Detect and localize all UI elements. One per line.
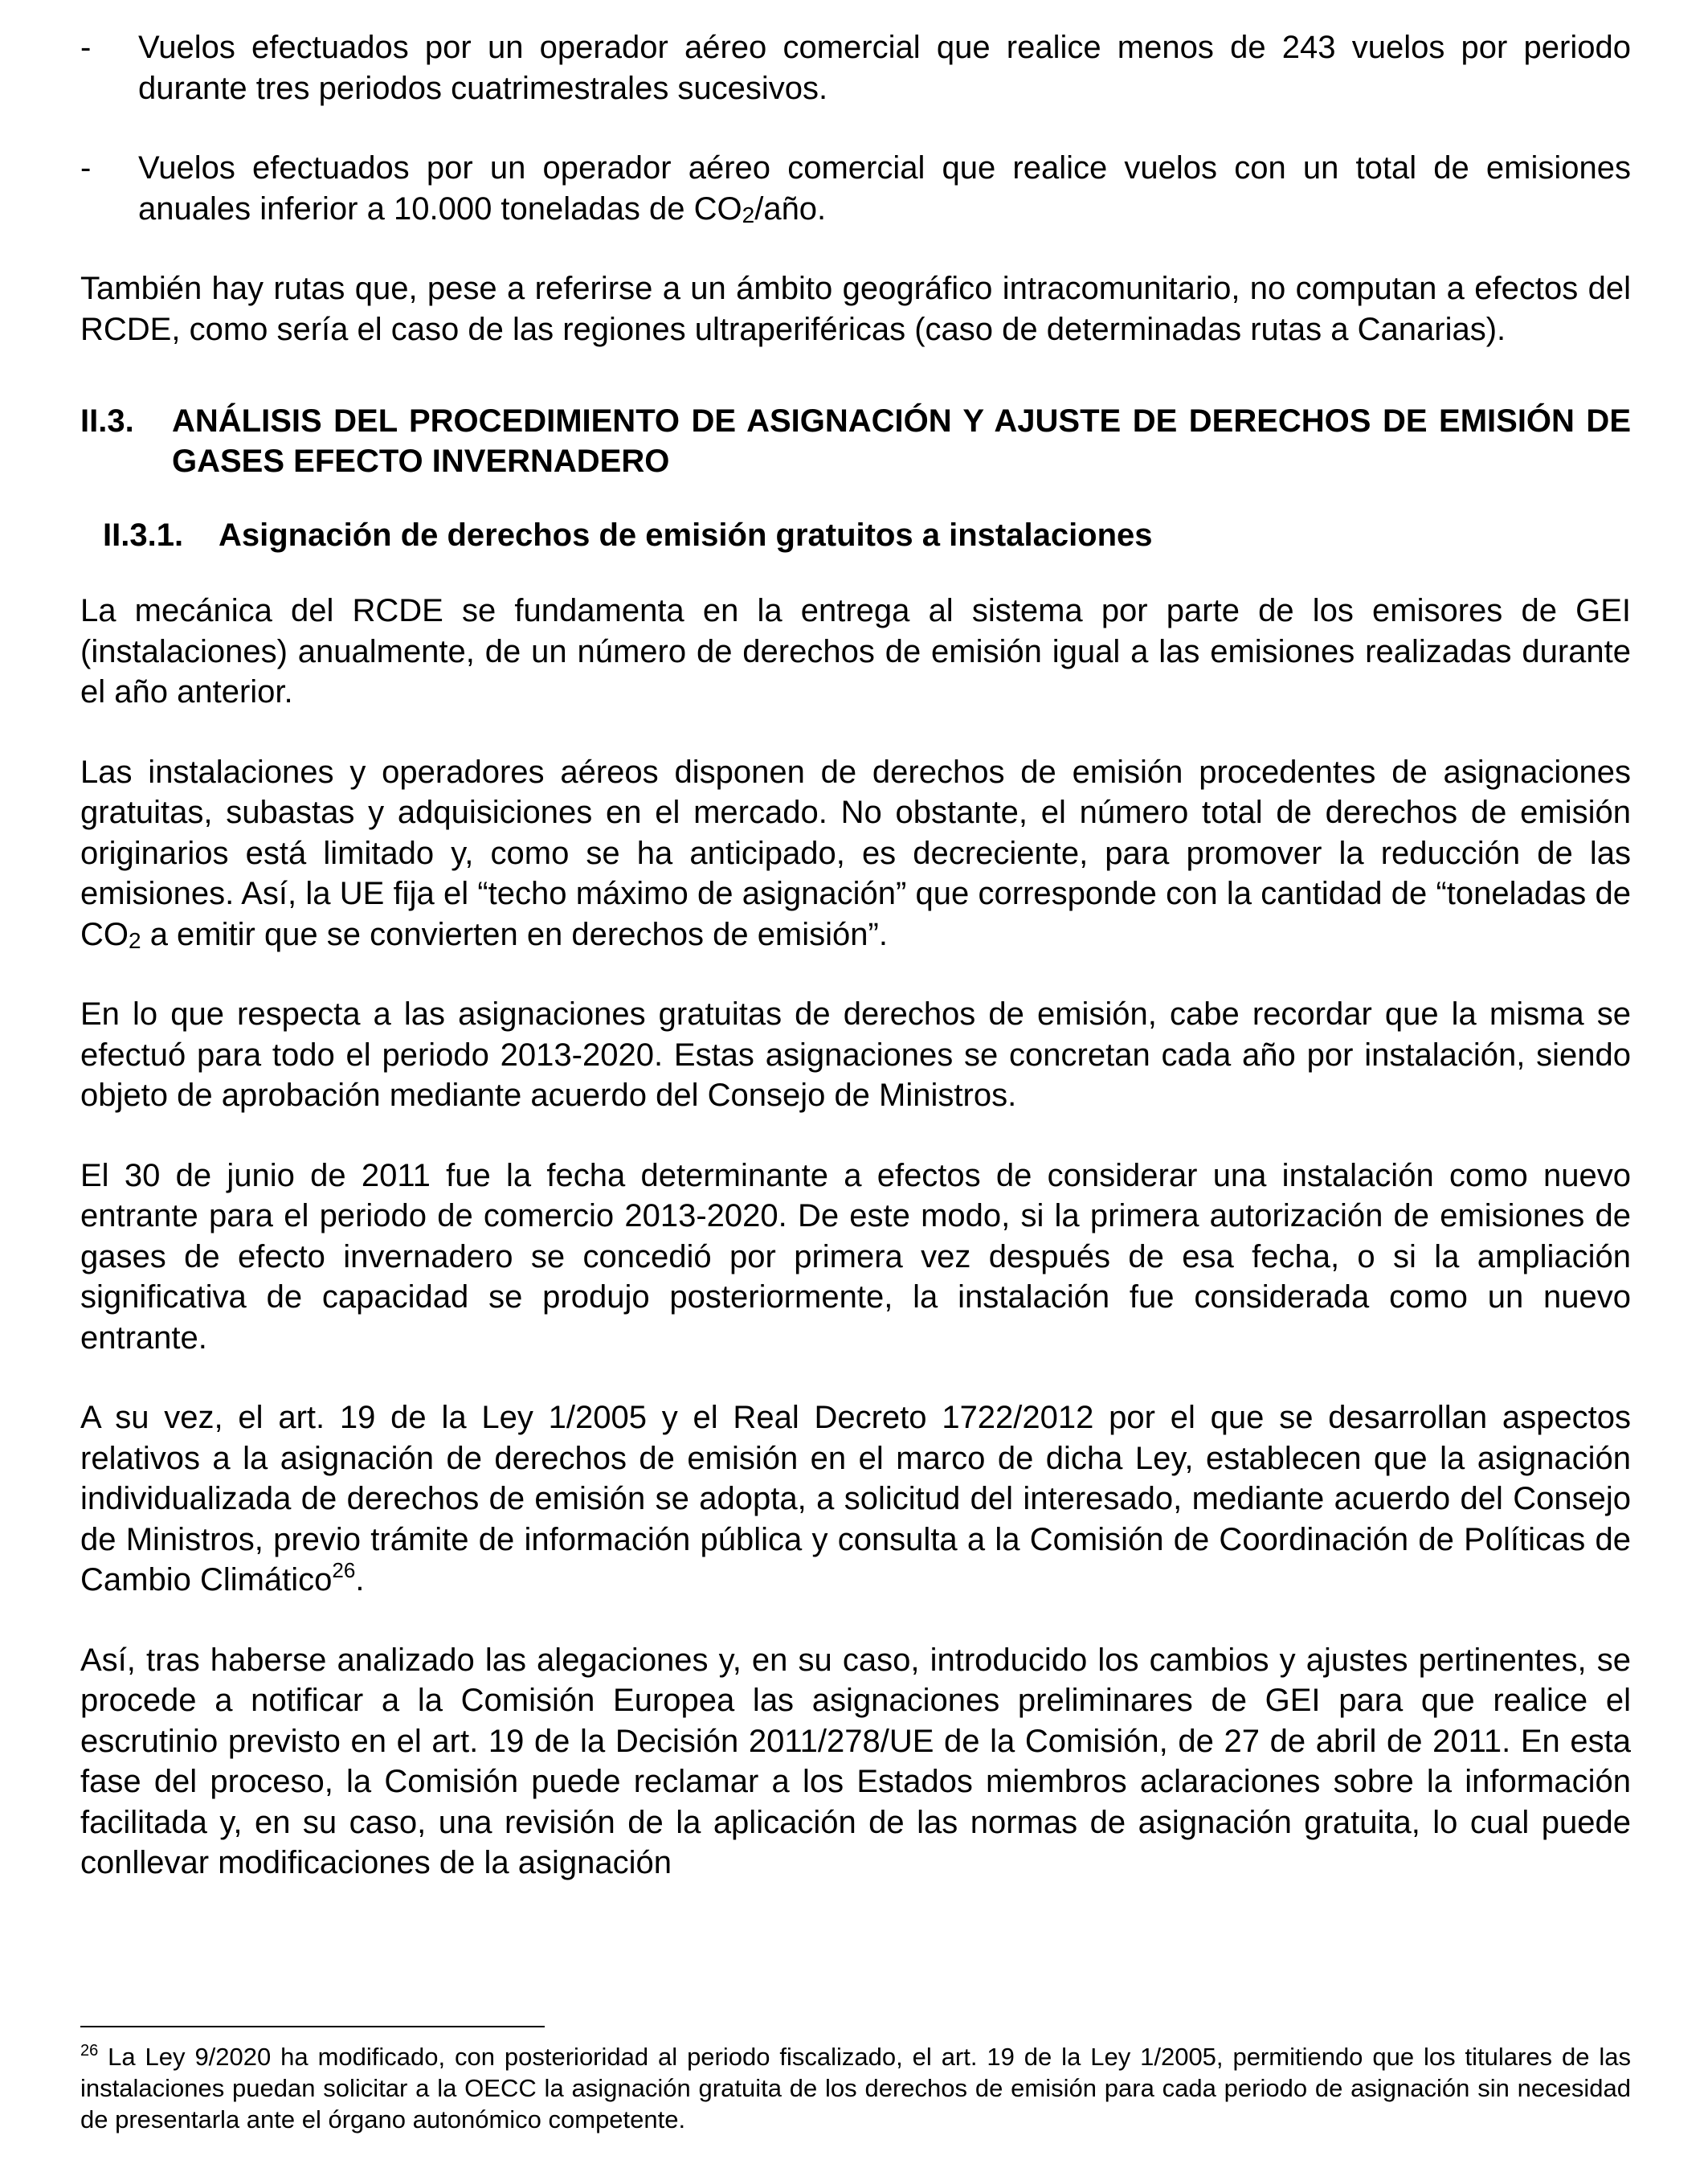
footnote-reference[interactable]: 26: [332, 1558, 356, 1582]
paragraph-text-end: .: [355, 1562, 365, 1598]
footnote-separator: [80, 2026, 545, 2027]
paragraph: La mecánica del RCDE se fundamenta en la entrega al sistema por parte de los emisores de GEI (instalaciones) anualmente, de un número de derechos de emisión igual a las emisiones realizadas durante el año anterior.: [80, 593, 1631, 710]
footnote-number: 26: [80, 2042, 99, 2060]
paragraph: [80, 1397, 1631, 1601]
subscript: 2: [129, 927, 141, 953]
subscript: 2: [742, 202, 755, 227]
footnote: [80, 2041, 1631, 2135]
bullet-item: [80, 27, 1631, 108]
bullet-text: Vuelos efectuados por un operador aéreo comercial que realice menos de 243 vuelos por periodo durante tres periodos cuatrimestrales sucesivos.: [138, 30, 1631, 106]
paragraph: Así, tras haberse analizado las alegaciones y, en su caso, introducido los cambios y ajustes pertinentes, se procede a notificar a la Comisión Europea las asignaciones preliminares de GEI para que realice el escrutinio previsto en el art. 19 de la Decisión 2011/278/UE de la Comisión, de 27 de abril de 2011. En esta fase del proceso, la Comisión puede reclamar a los Estados miembros aclaraciones sobre la información facilitada y, en su caso, una revisión de la aplicación de las normas de asignación gratuita, lo cual puede conllevar modificaciones de la asignación: [80, 1642, 1631, 1880]
subsection-title: Asignación de derechos de emisión gratuitos a instalaciones: [219, 518, 1153, 553]
document-page: [80, 27, 1631, 1884]
paragraph: [80, 752, 1631, 955]
bullet-item: [80, 148, 1631, 229]
paragraph: El 30 de junio de 2011 fue la fecha determinante a efectos de considerar una instalación como nuevo entrante para el periodo de comercio 2013-2020. De este modo, si la primera autorización de emisiones de gases de efecto invernadero se concedió por primera vez después de esa fecha, o si la ampliación significativa de capacidad se produjo posteriormente, la instalación fue considerada como un nuevo entrante.: [80, 1157, 1631, 1356]
section-number: II.3.: [80, 403, 134, 439]
footnote-text: La Ley 9/2020 ha modificado, con posterioridad al periodo fiscalizado, el art. 19 de la Ley 1/2005, permitiendo que los titulares de las instalaciones puedan solicitar a la OECC la asignación gratuita de los derechos de emisión para cada periodo de asignación sin necesidad de presentarla ante el órgano autonómico competente.: [80, 2043, 1631, 2133]
section-title: ANÁLISIS DEL PROCEDIMIENTO DE ASIGNACIÓN Y AJUSTE DE DERECHOS DE EMISIÓN DE GASES EFECTO INVERNADERO: [172, 403, 1631, 479]
bullet-dash: -: [80, 150, 92, 186]
subsection-heading: [103, 515, 1631, 555]
subsection-number: II.3.1.: [103, 518, 184, 553]
paragraph-text: Las instalaciones y operadores aéreos disponen de derechos de emisión procedentes de asignaciones gratuitas, subastas y adquisiciones en el mercado. No obstante, el número total de derechos de emisión originarios está limitado y, como se ha anticipado, es decreciente, para promover la reducción de las emisiones. Así, la UE fija el “techo máximo de asignación” que corresponde con la cantidad de “toneladas de CO: [80, 754, 1631, 952]
bullet-text: Vuelos efectuados por un operador aéreo comercial que realice vuelos con un total de emisiones anuales inferior a 10.000 toneladas de CO: [138, 150, 1631, 227]
paragraph: En lo que respecta a las asignaciones gratuitas de derechos de emisión, cabe recordar que la misma se efectuó para todo el periodo 2013-2020. Estas asignaciones se concretan cada año por instalación, siendo objeto de aprobación mediante acuerdo del Consejo de Ministros.: [80, 996, 1631, 1113]
section-heading: [80, 401, 1631, 481]
paragraph-text-end: a emitir que se convierten en derechos de emisión”.: [141, 916, 888, 952]
paragraph-rutas: También hay rutas que, pese a referirse a un ámbito geográfico intracomunitario, no computan a efectos del RCDE, como sería el caso de las regiones ultraperiféricas (caso de determinadas rutas a Canarias).: [80, 271, 1631, 347]
bullet-dash: -: [80, 30, 92, 65]
bullet-text-end: /año.: [754, 190, 827, 227]
paragraph-text: A su vez, el art. 19 de la Ley 1/2005 y el Real Decreto 1722/2012 por el que se desarrollan aspectos relativos a la asignación de derechos de emisión en el marco de dicha Ley, establecen que la asignación individualizada de derechos de emisión se adopta, a solicitud del interesado, mediante acuerdo del Consejo de Ministros, previo trámite de información pública y consulta a la Comisión de Coordinación de Políticas de Cambio Climático: [80, 1400, 1631, 1598]
